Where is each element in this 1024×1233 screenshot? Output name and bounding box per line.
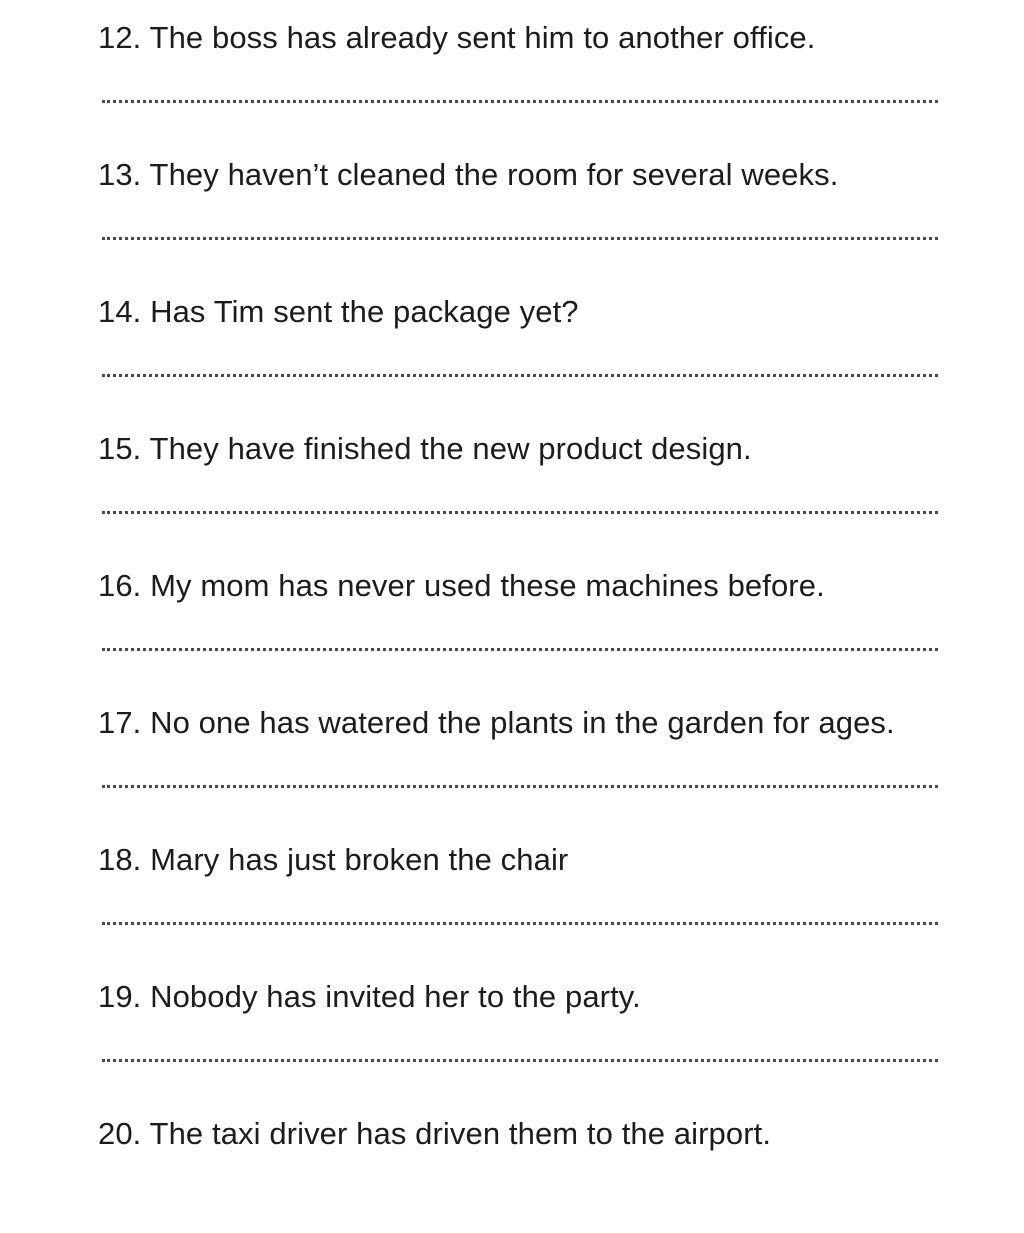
answer-line[interactable] [102,237,938,240]
exercise-sentence: 20. The taxi driver has driven them to the airport. [98,1116,772,1151]
exercise-sentence: 12. The boss has already sent him to another office. [98,20,816,55]
exercise-sentence: 19. Nobody has invited her to the party. [98,979,641,1014]
exercise-item [0,411,1024,548]
answer-line[interactable] [102,785,938,788]
exercise-item [0,822,1024,959]
answer-line[interactable] [102,100,938,103]
exercise-item [0,685,1024,822]
exercise-sentence: 18. Mary has just broken the chair [98,842,569,877]
exercise-item [0,1096,1024,1233]
exercise-item [0,0,1024,137]
answer-line[interactable] [102,511,938,514]
exercise-sentence: 14. Has Tim sent the package yet? [98,294,579,329]
exercise-item [0,137,1024,274]
answer-line[interactable] [102,648,938,651]
exercise-sentence: 15. They have finished the new product design. [98,431,752,466]
exercise-item [0,959,1024,1096]
answer-line[interactable] [102,922,938,925]
exercise-sentence: 16. My mom has never used these machines before. [98,568,825,603]
answer-line[interactable] [102,374,938,377]
exercise-item [0,548,1024,685]
answer-line[interactable] [102,1059,938,1062]
exercise-item [0,274,1024,411]
exercise-sentence: 17. No one has watered the plants in the garden for ages. [98,705,895,740]
exercise-sentence: 13. They haven’t cleaned the room for several weeks. [98,157,839,192]
